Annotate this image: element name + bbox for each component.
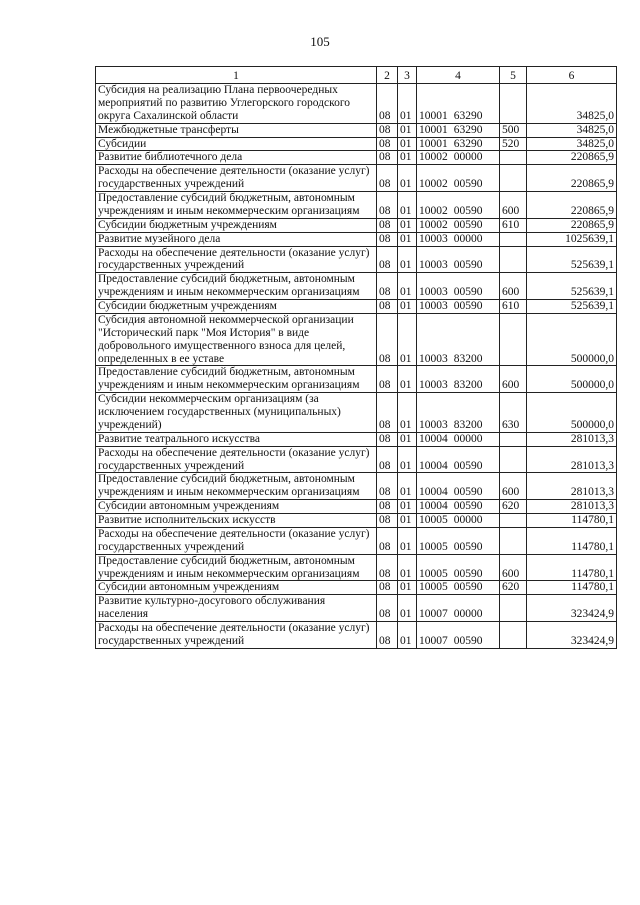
row-section: 08 [377,393,398,433]
row-target [417,273,500,300]
table-row [96,500,617,514]
row-expense-type [500,246,527,273]
row-amount: 220865,9 [527,165,617,192]
row-amount: 220865,9 [527,192,617,219]
row-section: 08 [377,581,398,595]
budget-table [95,66,617,649]
row-program: 10001 [419,109,448,122]
row-target [417,432,500,446]
row-name: Расходы на обеспечение деятельности (оказание услуг) государственных учреждений [96,165,377,192]
row-direction: 83200 [453,418,483,431]
column-header: 6 [527,67,617,84]
row-name: Расходы на обеспечение деятельности (оказание услуг) государственных учреждений [96,527,377,554]
row-amount: 114780,1 [527,581,617,595]
row-direction: 83200 [453,379,483,392]
table-row [96,527,617,554]
row-expense-type: 600 [500,366,527,393]
row-target [417,218,500,232]
row-subsection: 01 [398,192,417,219]
row-section: 08 [377,527,398,554]
row-direction: 00590 [453,500,483,513]
row-section: 08 [377,514,398,528]
table-row [96,273,617,300]
row-amount: 281013,3 [527,446,617,473]
row-program: 10005 [419,514,448,526]
table-row [96,151,617,165]
row-expense-type: 600 [500,192,527,219]
row-subsection: 01 [398,84,417,124]
row-subsection: 01 [398,622,417,649]
row-expense-type [500,165,527,192]
row-amount: 525639,1 [527,300,617,314]
column-header: 4 [417,67,500,84]
table-row [96,137,617,151]
row-target [417,300,500,314]
row-target [417,84,500,124]
row-target [417,595,500,622]
row-section: 08 [377,473,398,500]
row-amount: 34825,0 [527,137,617,151]
row-expense-type [500,432,527,446]
row-section: 08 [377,246,398,273]
row-expense-type [500,595,527,622]
page-number: 105 [310,34,330,49]
row-section: 08 [377,300,398,314]
row-expense-type: 610 [500,300,527,314]
row-name: Субсидии бюджетным учреждениям [96,218,377,232]
table-row [96,473,617,500]
table-row [96,232,617,246]
row-program: 10004 [419,459,448,472]
row-subsection: 01 [398,313,417,366]
row-name: Предоставление субсидий бюджетным, автономным учреждениям и иным некоммерческим организациям [96,192,377,219]
row-expense-type: 600 [500,273,527,300]
row-section: 08 [377,366,398,393]
row-expense-type: 600 [500,473,527,500]
row-target [417,137,500,151]
row-program: 10002 [419,204,448,217]
row-program: 10007 [419,634,448,647]
column-header: 1 [96,67,377,84]
table-row [96,366,617,393]
table-row [96,165,617,192]
row-amount: 114780,1 [527,554,617,581]
row-target [417,232,500,246]
row-direction: 00590 [453,300,483,312]
table-row [96,246,617,273]
row-section: 08 [377,500,398,514]
row-section: 08 [377,554,398,581]
row-expense-type [500,151,527,165]
header-row [96,67,617,84]
row-direction: 00000 [453,514,483,526]
table-row [96,514,617,528]
row-direction: 00590 [453,259,483,272]
row-direction: 00590 [453,634,483,647]
row-target [417,246,500,273]
row-target [417,366,500,393]
row-amount: 500000,0 [527,393,617,433]
row-name: Субсидия автономной некоммерческой организации "Исторический парк "Моя История" в виде добровольного имущественного взноса для целей, определенных в ее уставе [96,313,377,366]
row-section: 08 [377,151,398,165]
row-subsection: 01 [398,123,417,137]
row-subsection: 01 [398,393,417,433]
row-expense-type [500,84,527,124]
table-row [96,581,617,595]
row-program: 10002 [419,178,448,191]
table-row [96,192,617,219]
row-direction: 00590 [453,204,483,217]
row-direction: 63290 [453,123,483,136]
row-subsection: 01 [398,554,417,581]
row-name: Развитие музейного дела [96,232,377,246]
row-amount: 1025639,1 [527,232,617,246]
row-program: 10003 [419,232,448,245]
row-direction: 00590 [453,567,483,580]
row-direction: 00590 [453,581,483,594]
row-section: 08 [377,313,398,366]
row-subsection: 01 [398,514,417,528]
row-name: Субсидии некоммерческим организациям (за исключением государственных (муниципальных) учреждений) [96,393,377,433]
row-subsection: 01 [398,527,417,554]
row-expense-type [500,514,527,528]
table-row [96,123,617,137]
row-section: 08 [377,232,398,246]
row-expense-type [500,313,527,366]
row-direction: 00590 [453,459,483,472]
column-header: 3 [398,67,417,84]
row-subsection: 01 [398,246,417,273]
row-direction: 63290 [453,137,483,150]
row-section: 08 [377,218,398,232]
column-header: 2 [377,67,398,84]
row-amount: 281013,3 [527,432,617,446]
row-program: 10005 [419,567,448,580]
row-target [417,527,500,554]
row-name: Развитие театрального искусства [96,432,377,446]
row-target [417,622,500,649]
row-expense-type [500,622,527,649]
table-row [96,393,617,433]
table-row [96,313,617,366]
row-subsection: 01 [398,273,417,300]
row-amount: 34825,0 [527,84,617,124]
row-program: 10005 [419,581,448,594]
row-section: 08 [377,446,398,473]
row-section: 08 [377,622,398,649]
row-amount: 323424,9 [527,622,617,649]
row-subsection: 01 [398,581,417,595]
row-direction: 00000 [453,608,483,621]
row-name: Предоставление субсидий бюджетным, автономным учреждениям и иным некоммерческим организациям [96,273,377,300]
row-direction: 00000 [453,232,483,245]
row-section: 08 [377,137,398,151]
row-target [417,514,500,528]
row-section: 08 [377,165,398,192]
row-expense-type [500,527,527,554]
row-direction: 00590 [453,540,483,553]
row-expense-type: 620 [500,581,527,595]
row-target [417,165,500,192]
row-name: Субсидии бюджетным учреждениям [96,300,377,314]
row-subsection: 01 [398,165,417,192]
row-expense-type: 520 [500,137,527,151]
row-program: 10002 [419,151,448,164]
row-program: 10003 [419,418,448,431]
row-amount: 220865,9 [527,151,617,165]
row-subsection: 01 [398,300,417,314]
row-program: 10003 [419,300,448,312]
row-program: 10003 [419,379,448,392]
row-amount: 114780,1 [527,527,617,554]
row-section: 08 [377,595,398,622]
table-row [96,622,617,649]
row-amount: 525639,1 [527,246,617,273]
table-row [96,300,617,314]
row-expense-type: 620 [500,500,527,514]
row-target [417,500,500,514]
row-program: 10004 [419,486,448,499]
row-subsection: 01 [398,446,417,473]
row-direction: 00000 [453,151,483,164]
row-expense-type: 630 [500,393,527,433]
row-amount: 34825,0 [527,123,617,137]
row-subsection: 01 [398,432,417,446]
row-section: 08 [377,84,398,124]
row-amount: 525639,1 [527,273,617,300]
table-row [96,446,617,473]
row-section: 08 [377,123,398,137]
row-name: Межбюджетные трансферты [96,123,377,137]
row-expense-type [500,446,527,473]
table-row [96,84,617,124]
row-amount: 220865,9 [527,218,617,232]
row-program: 10004 [419,432,448,445]
row-name: Предоставление субсидий бюджетным, автономным учреждениям и иным некоммерческим организациям [96,554,377,581]
row-program: 10003 [419,259,448,272]
row-expense-type: 600 [500,554,527,581]
row-name: Расходы на обеспечение деятельности (оказание услуг) государственных учреждений [96,446,377,473]
row-target [417,473,500,500]
row-direction: 00000 [453,432,483,445]
row-program: 10007 [419,608,448,621]
row-name: Субсидия на реализацию Плана первоочередных мероприятий по развитию Углегорского городского округа Сахалинской области [96,84,377,124]
row-subsection: 01 [398,151,417,165]
row-name: Субсидии [96,137,377,151]
row-subsection: 01 [398,137,417,151]
row-direction: 63290 [453,109,483,122]
row-direction: 00590 [453,286,483,299]
row-name: Развитие библиотечного дела [96,151,377,165]
row-program: 10003 [419,352,448,365]
row-target [417,151,500,165]
column-header: 5 [500,67,527,84]
row-direction: 83200 [453,352,483,365]
row-amount: 323424,9 [527,595,617,622]
row-program: 10005 [419,540,448,553]
row-expense-type: 610 [500,218,527,232]
row-target [417,393,500,433]
row-program: 10001 [419,123,448,136]
row-expense-type [500,232,527,246]
row-name: Развитие исполнительских искусств [96,514,377,528]
table-row [96,554,617,581]
row-name: Субсидии автономным учреждениям [96,581,377,595]
row-name: Предоставление субсидий бюджетным, автономным учреждениям и иным некоммерческим организациям [96,473,377,500]
row-subsection: 01 [398,232,417,246]
row-direction: 00590 [453,178,483,191]
row-amount: 281013,3 [527,473,617,500]
row-target [417,446,500,473]
table-row [96,595,617,622]
row-program: 10001 [419,137,448,150]
row-subsection: 01 [398,595,417,622]
row-target [417,581,500,595]
row-name: Расходы на обеспечение деятельности (оказание услуг) государственных учреждений [96,622,377,649]
row-direction: 00590 [453,486,483,499]
row-section: 08 [377,192,398,219]
row-target [417,192,500,219]
row-target [417,313,500,366]
row-subsection: 01 [398,218,417,232]
table-row [96,432,617,446]
row-target [417,554,500,581]
row-subsection: 01 [398,366,417,393]
row-target [417,123,500,137]
row-subsection: 01 [398,473,417,500]
row-name: Субсидии автономным учреждениям [96,500,377,514]
row-amount: 500000,0 [527,313,617,366]
row-name: Предоставление субсидий бюджетным, автономным учреждениям и иным некоммерческим организациям [96,366,377,393]
row-name: Расходы на обеспечение деятельности (оказание услуг) государственных учреждений [96,246,377,273]
row-program: 10002 [419,218,448,231]
row-subsection: 01 [398,500,417,514]
row-amount: 114780,1 [527,514,617,528]
row-program: 10004 [419,500,448,513]
row-program: 10003 [419,286,448,299]
row-expense-type: 500 [500,123,527,137]
row-amount: 500000,0 [527,366,617,393]
table-row [96,218,617,232]
row-amount: 281013,3 [527,500,617,514]
row-direction: 00590 [453,218,483,231]
row-name: Развитие культурно-досугового обслуживания населения [96,595,377,622]
row-section: 08 [377,273,398,300]
row-section: 08 [377,432,398,446]
